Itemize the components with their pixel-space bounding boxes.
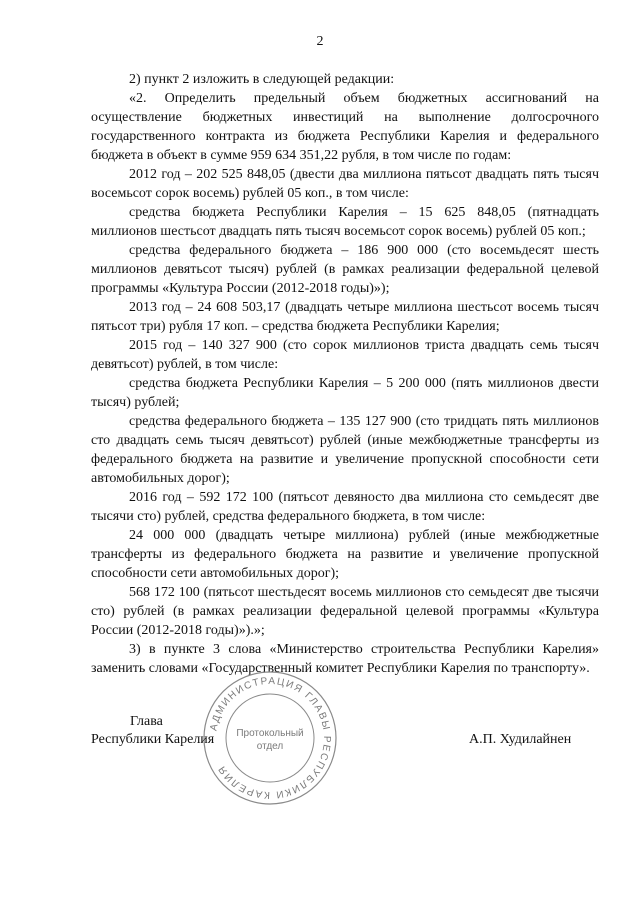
paragraph: 2013 год – 24 608 503,17 (двадцать четыре миллиона шестьсот восемь тысяч пятьсот три) рубля 17 коп. – средства бюджета Республики Карелия; xyxy=(91,300,599,334)
paragraph: 24 000 000 (двадцать четыре миллиона) рублей (иные межбюджетные трансферты из федерального бюджета на развитие и увеличение пропускной способности сети автомобильных дорог); xyxy=(91,528,599,581)
paragraph: 3) в пункте 3 слова «Министерство строительства Республики Карелия» заменить словами «Государственный комитет Республики Карелия по транспорту». xyxy=(91,642,599,676)
svg-text:отдел: отдел xyxy=(256,741,284,752)
document-body xyxy=(91,70,599,678)
signatory-name: А.П. Худилайнен xyxy=(469,732,572,747)
paragraph: средства бюджета Республики Карелия – 15 625 848,05 (пятнадцать миллионов шестьсот двадцать пять тысяч восемьсот сорок восемь) рублей 05 коп.; xyxy=(91,205,599,239)
signature-title: Глава xyxy=(130,714,163,729)
paragraph: 2016 год – 592 172 100 (пятьсот девяносто два миллиона сто семьдесят две тысячи сто) рублей, средства федерального бюджета, в том числе: xyxy=(91,490,599,524)
paragraph: средства федерального бюджета – 186 900 000 (сто восемьдесят шесть миллионов девятьсот тысяч) рублей (в рамках реализации федеральной целевой программы «Культура России (2012-2018 годы)»); xyxy=(91,243,599,296)
paragraph: 2015 год – 140 327 900 (сто сорок миллионов триста двадцать семь тысяч девятьсот) рублей, в том числе: xyxy=(91,338,599,372)
svg-text:АДМИНИСТРАЦИЯ ГЛАВЫ РЕСПУБЛИКИ: АДМИНИСТРАЦИЯ ГЛАВЫ РЕСПУБЛИКИ КАРЕЛИЯ xyxy=(208,675,333,801)
signature-region: Республики Карелия xyxy=(91,732,215,747)
svg-text:Протокольный: Протокольный xyxy=(236,728,304,739)
page-number: 2 xyxy=(316,34,324,49)
paragraph: «2. Определить предельный объем бюджетных ассигнований на осуществление бюджетных инвестиций на выполнение долгосрочного государственного контракта из бюджета Республики Карелия и федерального бюджета в объект в сумме 959 634 351,22 рубля, в том числе по годам: xyxy=(91,91,599,163)
paragraph: 2) пункт 2 изложить в следующей редакции: xyxy=(129,72,395,87)
paragraph: 568 172 100 (пятьсот шестьдесят восемь миллионов сто семьдесят две тысячи сто) рублей (в рамках реализации федеральной целевой программы «Культура России (2012-2018 годы)»).»; xyxy=(91,585,599,638)
paragraph: средства бюджета Республики Карелия – 5 200 000 (пять миллионов двести тысяч) рублей; xyxy=(91,376,599,410)
official-stamp xyxy=(200,668,340,808)
paragraph: 2012 год – 202 525 848,05 (двести два миллиона пятьсот двадцать пять тысяч восемьсот сорок восемь) рублей 05 коп., в том числе: xyxy=(91,167,599,201)
paragraph: средства федерального бюджета – 135 127 900 (сто тридцать пять миллионов сто двадцать семь тысяч девятьсот) рублей (иные межбюджетные трансферты из федерального бюджета на развитие и увеличение пропускной способности сети автомобильных дорог); xyxy=(91,414,599,486)
stamp-seal-icon xyxy=(200,668,340,808)
